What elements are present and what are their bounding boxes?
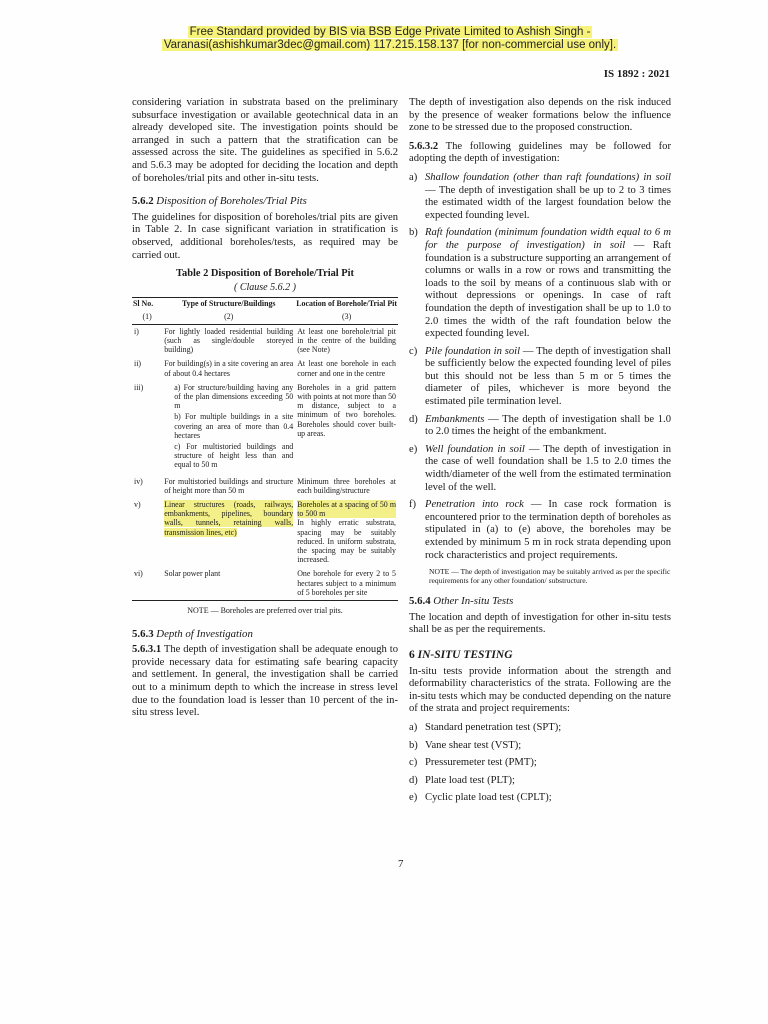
depth-intro: The depth of investigation also depends on the risk induced by the presence of weaker formations below the influence zone to be stressed due to the proposed construction. bbox=[409, 97, 671, 134]
table-row: iii) a) For structure/building having any of the plan dimensions exceeding 50 m b) For multiple buildings in a site covering an area of more than 0.4 hectares c) For multistoried buildings and structure of height less than and equal to 50 m Boreholes in a grid pattern with points at not more than 50 m distance, subject to a minimum of two boreholes. Boreholes should cover built-up areas. bbox=[134, 382, 396, 470]
table-row: ii) For building(s) in a site covering an area of about 0.4 hectares At least one borehole in each corner and one in the centre bbox=[134, 359, 396, 378]
list-item: b) Raft foundation (minimum foundation width equal to 6 m for the purpose of investigation) in soil — Raft foundation is a substructure supporting an arrangement of columns or walls in a row or rows and transmitting the loads to the soil by means of a continuous slab with or without depressions or openings. In case of raft foundation the depth of investigation shall be up to 1.0 to 2.0 times the width of the raft foundation below the expected founding level. bbox=[409, 227, 672, 340]
table-row: iv) For multistoried buildings and structure of height more than 50 m Minimum three boreholes at each building/structure bbox=[134, 476, 396, 495]
list-item: b) Vane shear test (VST); bbox=[409, 739, 522, 751]
standard-code: IS 1892 : 2021 bbox=[603, 68, 670, 80]
table-clause: ( Clause 5.6.2 ) bbox=[234, 281, 296, 293]
intro-paragraph: considering variation in substrata based on the preliminary subsurface investigation or available geotechnical data in an already developed site. The investigation points should be arranged in such a pattern that the stratification can be assessed across the site. The guidelines as specified in 5.6.2 and 5.6.3 may be adopted for deciding the location and depth of boreholes/trial pits and other in-situ tests. bbox=[132, 97, 398, 184]
table-note: NOTE — Boreholes are preferred over trial pits. bbox=[187, 606, 343, 615]
depth-guidelines-list bbox=[409, 172, 671, 562]
list-item: a) Shallow foundation (other than raft foundations) in soil — The depth of investigation shall be up to 2 to 3 times the estimated width of the largest foundation below the expected founding level. bbox=[409, 171, 671, 221]
row-iii-item-b: b) For multiple buildings in a site covering an area of more than 0.4 hectares bbox=[174, 412, 294, 440]
list-item: e) Cyclic plate load test (CPLT); bbox=[409, 792, 552, 804]
row-iii-item-a: a) For structure/building having any of the plan dimensions exceeding 50 m bbox=[174, 382, 294, 411]
colnum-3: (3) bbox=[342, 311, 352, 321]
list-item: c) Pressuremeter test (PMT); bbox=[409, 757, 537, 769]
banner-line-1: Free Standard provided by BIS via BSB Edge Private Limited to Ashish Singh - bbox=[189, 26, 591, 38]
list-item: e) Well foundation in soil — The depth of investigation in the case of well foundation shall be 1.5 to 2.0 times the width/diameter of the well from the estimated termination level of the well. bbox=[409, 443, 671, 493]
highlighted-type: Linear structures (roads, railways, embankments, pipelines, boundary walls, tunnels, retaining walls, transmission lines, etc) bbox=[164, 499, 294, 537]
borehole-table bbox=[132, 297, 398, 601]
section-5-6-3-1-text: 5.6.3.1 The depth of investigation shall be adequate enough to provide necessary data for estimating safe bearing capacity and settlement. In general, the investigation shall be carried out to a minimum depth to which the increase in stress level due to the foundation load is lesser than 10 percent of the in-situ stress level. bbox=[132, 644, 398, 719]
section-6-heading: 6 IN-SITU TESTING bbox=[409, 648, 513, 661]
row-iii-item-c: c) For multistoried buildings and structure of height less than and equal to 50 m bbox=[174, 441, 294, 470]
section-6-text: In-situ tests provide information about the strength and deformability characteristics of the strata. Following are the in-situ tests which may be conducted depending on the nature of the strata and project requirements: bbox=[409, 665, 671, 715]
colnum-2: (2) bbox=[224, 311, 234, 321]
colnum-1: (1) bbox=[142, 311, 152, 321]
right-column bbox=[409, 97, 671, 810]
list-item: a) Standard penetration test (SPT); bbox=[409, 721, 562, 733]
table-row: v) Linear structures (roads, railways, embankments, pipelines, boundary walls, tunnels, retaining walls, transmission lines, etc) Boreholes at a spacing of 50 m to 500 m In highly erratic substrata, spacing may be suitably reduced. In uniform substrata, the spacing may be suitably increased. bbox=[134, 499, 396, 565]
section-5-6-2-heading: 5.6.2 Disposition of Boreholes/Trial Pits bbox=[132, 195, 307, 208]
table-caption: Table 2 Disposition of Borehole/Trial Pit bbox=[176, 268, 354, 280]
depth-note: NOTE — The depth of investigation may be suitably arrived as per the specific requirements for any other foundation/ substructure. bbox=[429, 567, 671, 586]
section-5-6-3-heading: 5.6.3 Depth of Investigation bbox=[132, 627, 253, 640]
list-item: d) Embankments — The depth of investigation shall be 1.0 to 2.0 times the height of the embankment. bbox=[409, 413, 671, 438]
banner-line-2: Varanasi(ashishkumar3dec@gmail.com) 117.215.158.137 [for non-commercial use only]. bbox=[163, 39, 617, 51]
header-type: Type of Structure/Buildings bbox=[181, 299, 276, 309]
header-location: Location of Borehole/Trial Pit bbox=[296, 299, 397, 309]
list-item: f) Penetration into rock — In case rock formation is encountered prior to the termination depth of boreholes as stipulated in (a) to (e) above, the boreholes may be extended by minimum 5 m in rock strata depending upon rock characteristics and project requirements. bbox=[409, 499, 671, 561]
watermark-banner bbox=[140, 26, 640, 52]
table-row: i) For lightly loaded residential building (such as single/double storeyed building) At least one borehole/trial pit in the centre of the building (see Note) bbox=[134, 326, 396, 355]
section-5-6-2-text: The guidelines for disposition of boreholes/trial pits are given in Table 2. In case significant variation in stratification is observed, additional boreholes/tests, as required may be carried out. bbox=[132, 211, 398, 261]
section-5-6-4-text: The location and depth of investigation for other in-situ tests shall be as per the requirements. bbox=[409, 611, 671, 636]
page-number: 7 bbox=[398, 858, 404, 870]
list-item: c) Pile foundation in soil — The depth of investigation shall be sufficiently below the expected founding level of piles but this should not be less than 5 m or 5 times the diameter of piles, whichever is more beyond the estimated pile termination level. bbox=[409, 345, 671, 408]
left-column bbox=[132, 97, 398, 726]
section-5-6-4-heading: 5.6.4 Other In-situ Tests bbox=[409, 595, 514, 608]
section-5-6-3-2-text: 5.6.3.2 The following guidelines may be followed for adopting the depth of investigation: bbox=[409, 140, 671, 165]
in-situ-tests-list bbox=[409, 722, 671, 805]
highlighted-location: Boreholes at a spacing of 50 m to 500 m bbox=[297, 499, 396, 519]
list-item: d) Plate load test (PLT); bbox=[409, 774, 515, 786]
table-row: vi) Solar power plant One borehole for every 2 to 5 hectares subject to a minimum of 5 boreholes per site bbox=[132, 567, 398, 600]
header-sl: Sl No. bbox=[133, 299, 154, 309]
